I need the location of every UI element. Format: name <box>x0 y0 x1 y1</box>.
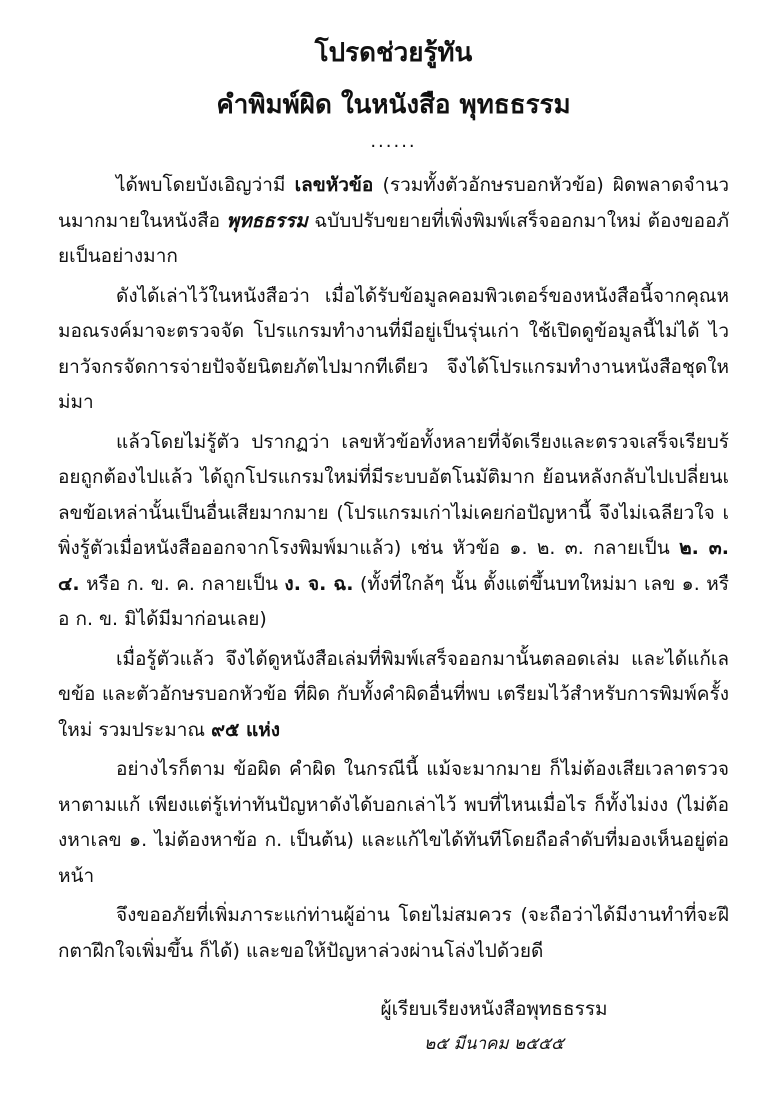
p3-text-e: (ทั้งที่ใกล้ๆ นั้น ตั้งแต่ขึ้นบทใหม่มา เลข ๑. หรือ ก. ข. มิได้มีมาก่อนเลย) <box>58 572 729 630</box>
notice-subtitle: คำพิมพ์ผิด ในหนังสือ พุทธธรรม <box>216 90 571 120</box>
p1-text-a: ได้พบโดยบังเอิญว่ามี <box>116 174 295 196</box>
p1-bold-section-number: เลขหัวข้อ <box>294 174 374 196</box>
paragraph-4 <box>58 642 729 749</box>
p1-text-c: (รวมทั้งตัวอักษรบอกหัวข้อ) ผิดพลาดจำนวนมากมายในหนังสือ <box>58 174 729 232</box>
notice-title: โปรดช่วยรู้ทัน <box>314 38 473 68</box>
paragraph-2: ดังได้เล่าไว้ในหนังสือว่า เมื่อได้รับข้อมูลคอมพิวเตอร์ของหนังสือนี้จากคุณหมอณรงค์มาจะตรวจจัด โปรแกรมทำงานที่มีอยู่เป็นรุ่นเก่า ใช้เปิดดูข้อมูลนี้ไม่ได้ ไวยาวัจกรจัดการจ่ายปัจจัยนิตยภัตไปมากทีเดียว จึงได้โปรแกรมทำงานหนังสือชุดใหม่มา <box>58 284 729 413</box>
p4-bold-count: ๙๕ แห่ง <box>211 718 281 741</box>
p1-text-e: ฉบับปรับขยายที่เพิ่งพิมพ์เสร็จออกมาใหม่ ต้องขออภัยเป็นอย่างมาก <box>58 209 729 267</box>
signature-date: ๒๕ มีนาคม ๒๕๕๕ <box>424 1034 564 1054</box>
p1-book-title: พุทธธรรม <box>226 209 308 232</box>
p3-text-a: แล้วโดยไม่รู้ตัว ปรากฏว่า เลขหัวข้อทั้งหลายที่จัดเรียงและตรวจเสร็จเรียบร้อยถูกต้องไปแล้ว ได้ถูกโปรแกรมใหม่ที่มีระบบอัตโนมัติมาก ย้อนหลังกลับไปเปลี่ยนเลขข้อเหล่านั้นเป็นอื่นเสียมากมาย (โปรแกรมเก่าไม่เคยก่อปัญหานี้ จึงไม่เฉลียวใจ เพิ่งรู้ตัวเมื่อหนังสือออกจากโรงพิมพ์มาแล้ว) เช่น หัวข้อ ๑. ๒. ๓. กลายเป็น <box>58 430 729 559</box>
paragraph-1 <box>58 168 729 275</box>
signature-name: ผู้เรียบเรียงหนังสือพุทธธรรม <box>380 998 608 1020</box>
p4-text-a: เมื่อรู้ตัวแล้ว จึงได้ดูหนังสือเล่มที่พิมพ์เสร็จออกมานั้นตลอดเล่ม และได้แก้เลขข้อ และตัวอักษรบอกหัวข้อ ที่ผิด กับทั้งคำผิดอื่นที่พบ เตรียมไว้สำหรับการพิมพ์ครั้งใหม่ รวมประมาณ <box>58 647 729 741</box>
p3-text-c: หรือ ก. ข. ค. กลายเป็น <box>79 572 285 595</box>
paragraph-5: อย่างไรก็ตาม ข้อผิด คำผิด ในกรณีนี้ แม้จะมากมาย ก็ไม่ต้องเสียเวลาตรวจหาตามแก้ เพียงแต่รู้เท่าทันปัญหาดังได้บอกเล่าไว้ พบที่ไหนเมื่อไร ก็ทั้งไม่งง (ไม่ต้องหาเลข ๑. ไม่ต้องหาข้อ ก. เป็นต้น) และแก้ไขได้ทันทีโดยถือลำดับที่มองเห็นอยู่ต่อหน้า <box>58 758 729 887</box>
separator-dots: ...... <box>370 131 417 152</box>
p3-bold-numbers: ๒. ๓. ๔. <box>58 537 729 595</box>
p3-bold-letters: ง. จ. ฉ. <box>284 572 354 595</box>
paragraph-6: จึงขออภัยที่เพิ่มภาระแก่ท่านผู้อ่าน โดยไม่สมควร (จะถือว่าได้มีงานทำที่จะฝึกตาฝึกใจเพิ่มขึ้น ก็ได้) และขอให้ปัญหาล่วงผ่านโล่งไปด้วยดี <box>58 904 729 962</box>
signature-block <box>344 995 644 1057</box>
paragraph-3 <box>58 425 729 638</box>
